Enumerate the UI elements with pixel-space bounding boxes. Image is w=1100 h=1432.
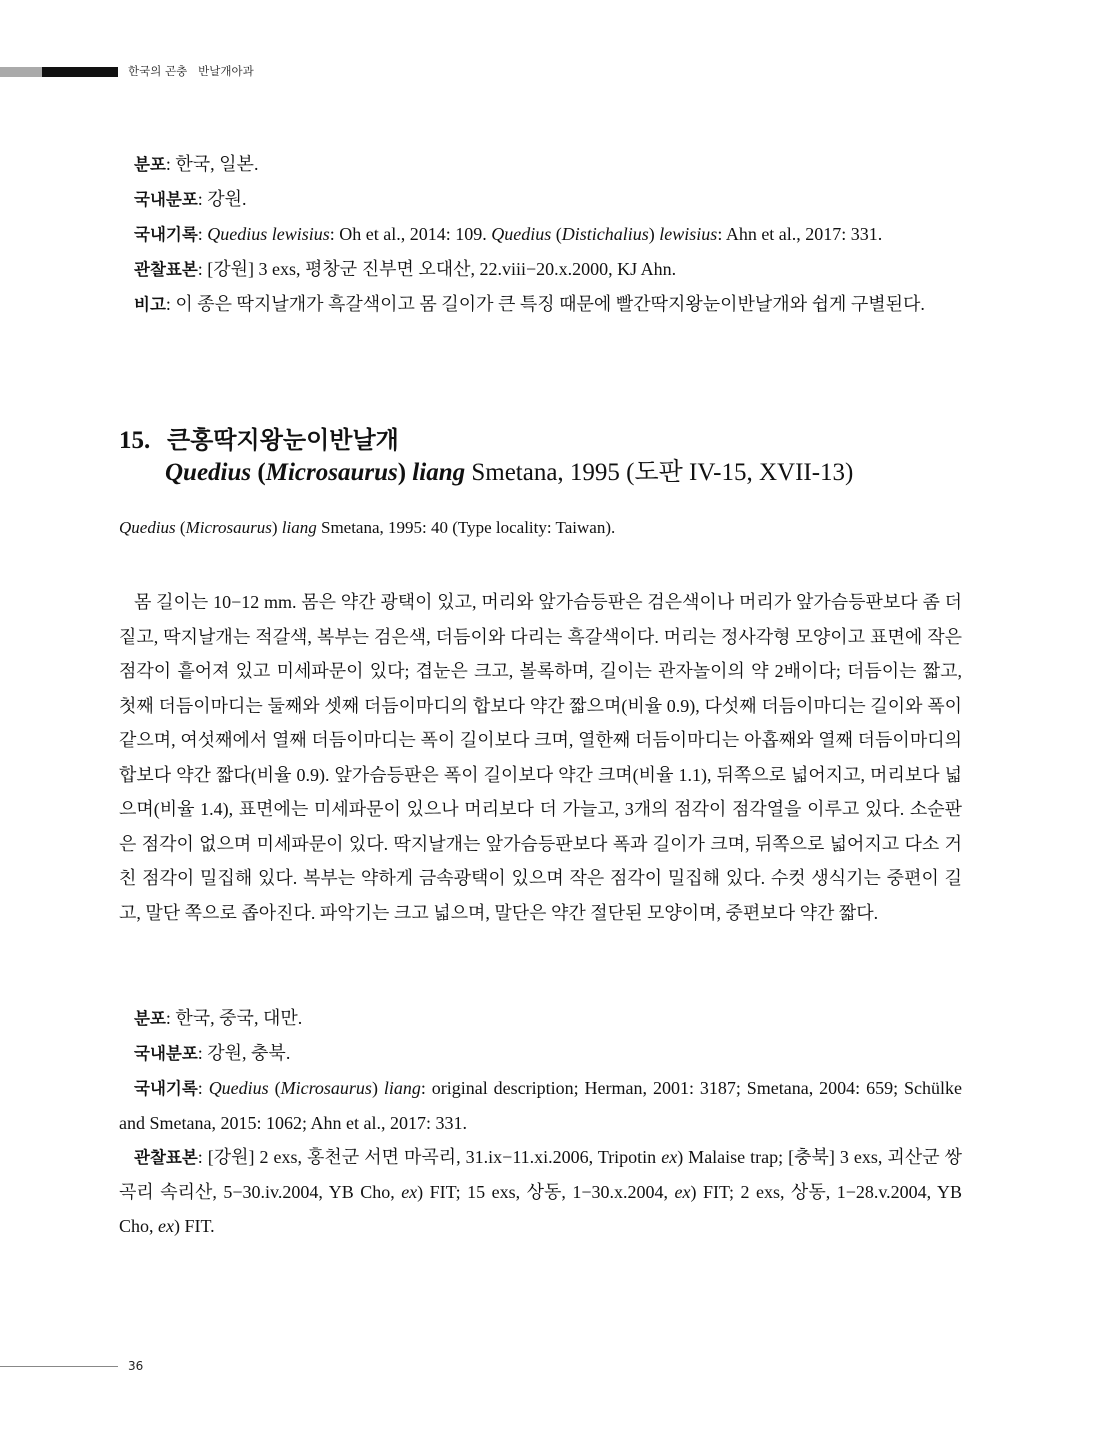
page-number: 36 bbox=[128, 1359, 144, 1373]
paren: ) bbox=[271, 518, 282, 537]
krec-text: : bbox=[197, 224, 208, 244]
korean-distribution bbox=[119, 1036, 962, 1071]
krec-taxon: Quedius bbox=[491, 224, 552, 244]
syn-rest: Smetana, 1995: 40 (Type locality: Taiwan). bbox=[316, 518, 616, 537]
species-korean-name: 큰홍딱지왕눈이반날개 bbox=[166, 425, 399, 454]
distribution bbox=[119, 1001, 962, 1036]
entry14-specimens bbox=[119, 252, 962, 287]
paren: ) bbox=[397, 459, 407, 486]
dist-text: : 한국, 중국, 대만. bbox=[165, 1008, 303, 1028]
header-bar-black bbox=[42, 67, 118, 77]
entry14-remarks bbox=[119, 287, 962, 322]
krec-text: : bbox=[197, 1078, 209, 1098]
spec-text: ) FIT; 15 exs, 상동, 1−30.x.2004, bbox=[417, 1182, 675, 1202]
paren: ( bbox=[175, 518, 186, 537]
spec-ex: ex bbox=[661, 1147, 678, 1167]
dist-text: : 한국, 일본. bbox=[165, 154, 259, 174]
krec-label: 국내기록 bbox=[134, 225, 198, 244]
entry14-section bbox=[119, 147, 962, 322]
krec-label: 국내기록 bbox=[134, 1079, 198, 1098]
syn-epithet: liang bbox=[281, 518, 317, 537]
krec-taxon: Distichalius bbox=[561, 224, 649, 244]
species-heading-korean bbox=[119, 420, 399, 455]
syn-subgenus: Microsaurus bbox=[185, 518, 272, 537]
description-section bbox=[119, 585, 962, 930]
species15-data-section bbox=[119, 1001, 962, 1243]
krec-taxon: Microsaurus bbox=[280, 1078, 372, 1098]
species-heading-scientific bbox=[165, 452, 853, 488]
kdist-text: : 강원. bbox=[197, 189, 247, 209]
author-year: Smetana, 1995 (도판 IV-15, XVII-13) bbox=[465, 459, 854, 486]
entry14-korean-distribution bbox=[119, 182, 962, 217]
krec-text: ) bbox=[648, 224, 660, 244]
note-text: : 이 종은 딱지날개가 흑갈색이고 몸 길이가 큰 특징 때문에 빨간딱지왕눈이반날개와 쉽게 구별된다. bbox=[165, 294, 925, 314]
original-citation bbox=[119, 518, 615, 538]
dist-label: 분포 bbox=[134, 1009, 166, 1028]
kdist-text: : 강원, 충북. bbox=[197, 1043, 291, 1063]
spec-label: 관찰표본 bbox=[134, 1148, 198, 1167]
spec-text: ) FIT. bbox=[174, 1216, 215, 1236]
krec-text: ) bbox=[371, 1078, 384, 1098]
korean-records bbox=[119, 1071, 962, 1140]
specimens-examined bbox=[119, 1140, 962, 1243]
spec-text: : [강원] 3 exs, 평창군 진부면 오대산, 22.viii−20.x.2000, KJ Ahn. bbox=[197, 259, 677, 279]
krec-taxon: lewisius bbox=[659, 224, 718, 244]
spec-text: ) FIT; 2 exs, 상동, 1−28.v.2004, YB Cho, bbox=[119, 1182, 962, 1236]
krec-text: : Ahn et al., 2017: 331. bbox=[717, 224, 883, 244]
spec-label: 관찰표본 bbox=[134, 260, 198, 279]
genus: Quedius bbox=[165, 459, 252, 486]
krec-text: ( bbox=[268, 1078, 281, 1098]
spec-text: : [강원] 2 exs, 홍천군 서면 마곡리, 31.ix−11.xi.2006, Tripotin bbox=[197, 1147, 662, 1167]
spec-ex: ex bbox=[401, 1182, 418, 1202]
krec-taxon: Quedius lewisius bbox=[207, 224, 330, 244]
epithet: liang bbox=[406, 459, 466, 486]
footer-rule bbox=[0, 1366, 118, 1367]
spec-text: ) Malaise trap; [충북] 3 exs, 괴산군 쌍곡리 속리산, 5−30.iv.2004, YB Cho, bbox=[119, 1147, 962, 1202]
species-number: 15. bbox=[119, 427, 151, 454]
note-label: 비고 bbox=[134, 295, 166, 314]
krec-text: ( bbox=[551, 224, 562, 244]
krec-text: : Oh et al., 2014: 109. bbox=[329, 224, 492, 244]
spec-ex: ex bbox=[158, 1216, 174, 1236]
kdist-label: 국내분포 bbox=[134, 1044, 198, 1063]
entry14-korean-records bbox=[119, 217, 962, 252]
syn-genus: Quedius bbox=[119, 518, 176, 537]
header-bar-gray bbox=[0, 67, 42, 77]
paren: ( bbox=[251, 459, 266, 486]
krec-text: : original description; Herman, 2001: 3187; Smetana, 2004: 659; Schülke and Smetana, 2015: 1062; Ahn et al., 2017: 331. bbox=[119, 1078, 962, 1133]
kdist-label: 국내분포 bbox=[134, 190, 198, 209]
description-paragraph: 몸 길이는 10−12 mm. 몸은 약간 광택이 있고, 머리와 앞가슴등판은 검은색이나 머리가 앞가슴등판보다 좀 더 짙고, 딱지날개는 적갈색, 복부는 검은색, 더듬이와 다리는 흑갈색이다. 머리는 정사각형 모양이고 표면에 작은 점각이 흩어져 있고 미세파문이 있다; 겹눈은 크고, 볼록하며, 길이는 관자놀이의 약 2배이다; 더듬이는 짧고, 첫째 더듬이마디는 둘째와 셋째 더듬이마디의 합보다 약간 짧으며(비율 0.9), 다섯째 더듬이마디는 길이와 폭이 같으며, 여섯째에서 열째 더듬이마디는 폭이 길이보다 크며, 열한째 더듬이마디는 아홉째와 열째 더듬이마디의 합보다 약간 짧다(비율 0.9). 앞가슴등판은 폭이 길이보다 약간 크며(비율 1.1), 뒤쪽으로 넓어지고, 머리보다 넓으며(비율 1.4), 표면에는 미세파문이 있으나 머리보다 더 가늘고, 3개의 점각이 점각열을 이루고 있다. 소순판은 점각이 없으며 미세파문이 있다. 딱지날개는 앞가슴등판보다 폭과 길이가 크며, 뒤쪽으로 넓어지고 다소 거친 점각이 밀집해 있다. 복부는 약하게 금속광택이 있으며 작은 점각이 밀집해 있다. 수컷 생식기는 중편이 길고, 말단 쪽으로 좁아진다. 파악기는 크고 넓으며, 말단은 약간 절단된 모양이며, 중편보다 약간 짧다. bbox=[119, 592, 962, 923]
running-title: 한국의 곤충 반날개아과 bbox=[128, 64, 254, 78]
dist-label: 분포 bbox=[134, 155, 166, 174]
krec-taxon: Quedius bbox=[208, 1078, 269, 1098]
krec-taxon: liang bbox=[383, 1078, 421, 1098]
spec-ex: ex bbox=[674, 1182, 691, 1202]
subgenus: Microsaurus bbox=[265, 459, 398, 486]
entry14-distribution bbox=[119, 147, 962, 182]
